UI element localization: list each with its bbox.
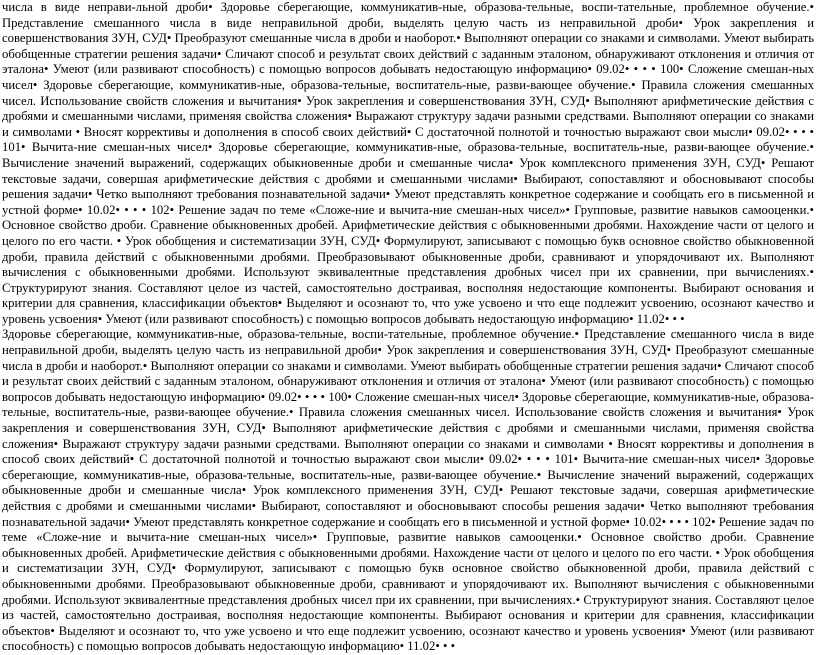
- paragraph: числа в виде неправи-льной дроби• Здоровье сберегающие, коммуникатив-ные, образова-тельные, воспи-тательные, проблемное обучение.• Представление смешанного числа в виде неправильной дроби, выделять целую часть из неправильной дроби• Урок закрепления и совершенствования ЗУН, СУД• Преобразуют смешанные числа в дроби и наоборот.• Выполняют операции со знаками и символами. Умеют выбирать обобщенные стратегии решения задачи• Сличают способ и результат своих действий с заданным эталоном, обнаруживают отклонения и отличия от эталона• Умеют (или развивают способность) с помощью вопросов добывать недостающую информацию• 09.02• • • • 100• Сложение смешан-ных чисел• Здоровье сберегающие, коммуникатив-ные, образова-тельные, воспитатель-ные, разви-вающее обучение.• Правила сложения смешанных чисел. Использование свойств сложения и вычитания• Урок закрепления и совершенствования ЗУН, СУД• Выполняют арифметические действия с дробями и смешанными числами, применяя свойства сложения• Выражают структуру задачи разными средствами. Выполняют операции со знаками и символами • Вносят коррективы и дополнения в способ своих действий• С достаточной полнотой и точностью выражают свои мысли• 09.02• • • • 101• Вычита-ние смешан-ных чисел• Здоровье сберегающие, коммуникатив-ные, образова-тельные, воспитатель-ные, разви-вающее обучение.• Вычисление значений выражений, содержащих обыкновенные дроби и смешанные числа• Урок комплексного применения ЗУН, СУД• Решают текстовые задачи, совершая арифметические действия с дробями и смешанными числами• Выбирают, сопоставляют и обосновывают способы решения задачи• Четко выполняют требования познавательной задачи• Умеют представлять конкретное содержание и сообщать его в письменной и устной форме• 10.02• • • • 102• Решение задач по теме «Сложе-ние и вычита-ние смешан-ных чисел»• Групповые, развитие навыков самооценки.• Основное свойство дроби. Сравнение обыкновенных дробей. Арифметические действия с обыкновенными дробями. Нахождение части от целого и целого по его части. • Урок обобщения и систематизации ЗУН, СУД• Формулируют, записывают с помощью букв основное свойство обыкновенной дроби, правила действий с обыкновенными дробями. Преобразовывают обыкновенные дроби, сравнивают и упорядочивают их. Выполняют вычисления с обыкновенными дробями. Используют эквивалентные представления дробных чисел при их сравнении, при вычислениях.• Структурируют знания. Составляют целое из частей, самостоятельно достраивая, восполняя недостающие компоненты. Выбирают основания и критерии для сравнения, классификации объектов• Выделяют и осознают то, что уже усвоено и что еще подлежит усвоению, осознают качество и уровень усвоения• Умеют (или развивают способность) с помощью вопросов добывать недостающую информацию• 11.02• • •: [2, 0, 814, 326]
- paragraph: Здоровье сберегающие, коммуникатив-ные, образова-тельные, воспи-тательные, проблемное обучение.• Представление смешанного числа в виде неправильной дроби, выделять целую часть из неправильной дроби• Урок закрепления и совершенствования ЗУН, СУД• Преобразуют смешанные числа в дроби и наоборот.• Выполняют операции со знаками и символами. Умеют выбирать обобщенные стратегии решения задачи• Сличают способ и результат своих действий с заданным эталоном, обнаруживают отклонения и отличия от эталона• Умеют (или развивают способность) с помощью вопросов добывать недостающую информацию• 09.02• • • • 100• Сложение смешан-ных чисел• Здоровье сберегающие, коммуникатив-ные, образова-тельные, воспитатель-ные, разви-вающее обучение.• Правила сложения смешанных чисел. Использование свойств сложения и вычитания• Урок закрепления и совершенствования ЗУН, СУД• Выполняют арифметические действия с дробями и смешанными числами, применяя свойства сложения• Выражают структуру задачи разными средствами. Выполняют операции со знаками и символами • Вносят коррективы и дополнения в способ своих действий• С достаточной полнотой и точностью выражают свои мысли• 09.02• • • • 101• Вычита-ние смешан-ных чисел• Здоровье сберегающие, коммуникатив-ные, образова-тельные, воспитатель-ные, разви-вающее обучение.• Вычисление значений выражений, содержащих обыкновенные дроби и смешанные числа• Урок комплексного применения ЗУН, СУД• Решают текстовые задачи, совершая арифметические действия с дробями и смешанными числами• Выбирают, сопоставляют и обосновывают способы решения задачи• Четко выполняют требования познавательной задачи• Умеют представлять конкретное содержание и сообщать его в письменной и устной форме• 10.02• • • • 102• Решение задач по теме «Сложе-ние и вычита-ние смешан-ных чисел»• Групповые, развитие навыков самооценки.• Основное свойство дроби. Сравнение обыкновенных дробей. Арифметические действия с обыкновенными дробями. Нахождение части от целого и целого по его части. • Урок обобщения и систематизации ЗУН, СУД• Формулируют, записывают с помощью букв основное свойство обыкновенной дроби, правила действий с обыкновенными дробями. Преобразовывают обыкновенные дроби, сравнивают и упорядочивают их. Выполняют вычисления с обыкновенными дробями. Используют эквивалентные представления дробных чисел при их сравнении, при вычислениях.• Структурируют знания. Составляют целое из частей, самостоятельно достраивая, восполняя недостающие компоненты. Выбирают основания и критерии для сравнения, классификации объектов• Выделяют и осознают то, что уже усвоено и что еще подлежит усвоению, осознают качество и уровень усвоения• Умеют (или развивают способность) с помощью вопросов добывать недостающую информацию• 11.02• • •: [2, 327, 814, 654]
